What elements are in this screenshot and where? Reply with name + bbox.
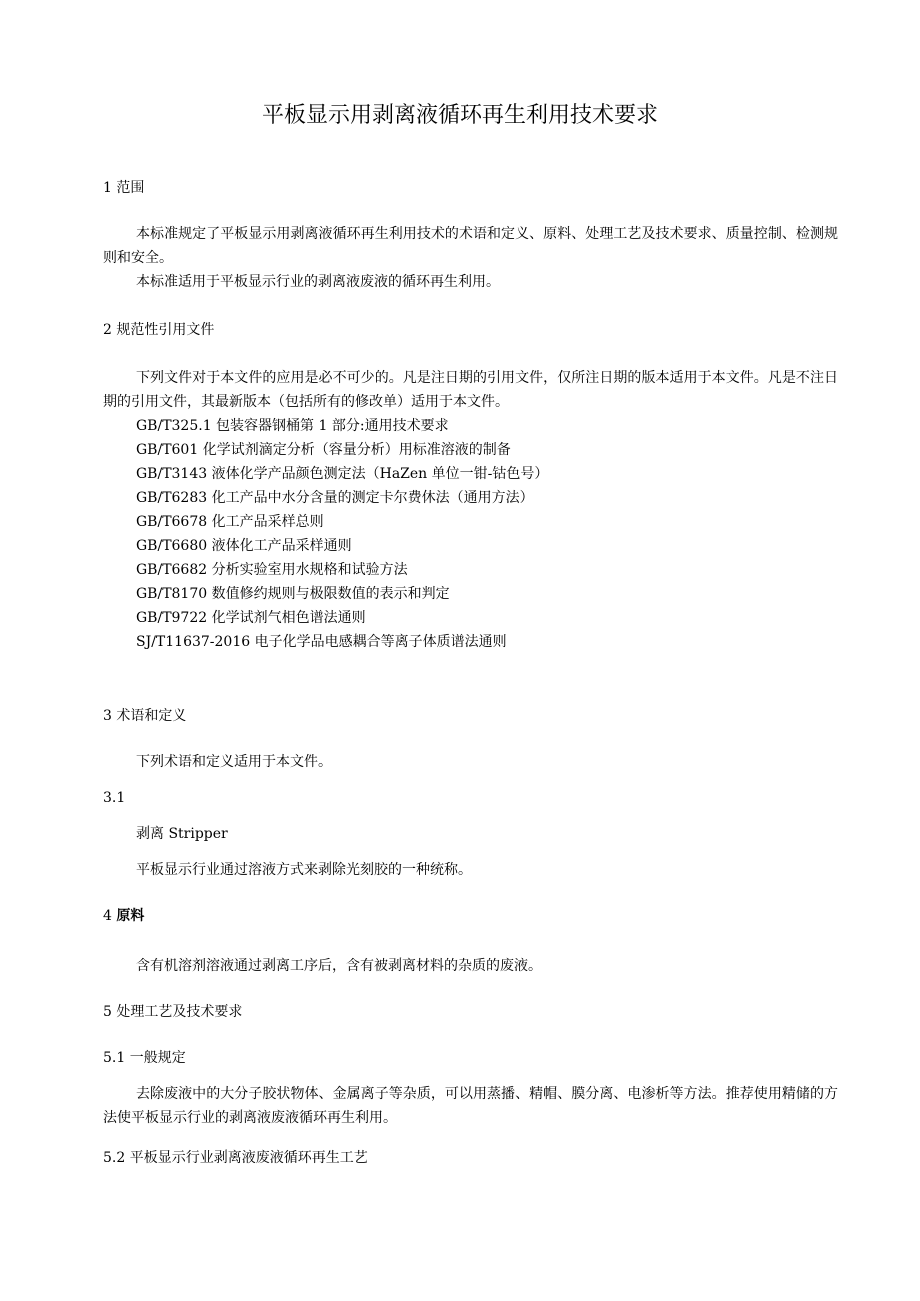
section-3-heading [103,706,186,726]
section-title: 处理工艺及技术要求 [116,1004,243,1020]
section-3-paragraph-1: 下列术语和定义适用于本文件。 [136,754,332,770]
section-4-paragraph-1: 含有机溶剂溶液通过剥离工序后，含有被剥离材料的杂质的废液。 [136,958,542,974]
section-2-paragraph-1: 下列文件对于本文件的应用是必不可少的。凡是注日期的引用文件，仅所注日期的版本适用于本文件。凡是不注日期的引用文件，其最新版本（包括所有的修改单）适用于本文件。 [103,370,838,410]
reference-item: GB/T6678 化工产品采样总则 [136,514,324,530]
section-title: 原料 [116,908,145,924]
reference-item: GB/T601 化学试剂滴定分析（容量分析）用标准溶液的制备 [136,442,511,458]
section-number: 5 [103,1004,112,1020]
section-title: 范围 [116,180,145,196]
section-1-heading [103,178,144,198]
reference-item: GB/T6283 化工产品中水分含量的测定卡尔费休法（通用方法） [136,490,534,506]
reference-item: SJ/T11637-2016 电子化学品电感耦合等离子体质谱法通则 [136,634,507,650]
section-number: 3 [103,708,112,724]
reference-item: GB/T8170 数值修约规则与极限数值的表示和判定 [136,586,450,602]
term-title: 剥离 Stripper [136,826,228,842]
section-title: 术语和定义 [116,708,187,724]
section-5-1-paragraph: 去除废液中的大分子胶状物体、金属离子等杂质，可以用蒸播、精帽、膜分离、电渗析等方法。推荐使用精储的方法使平板显示行业的剥离液废液循环再生利用。 [103,1086,838,1126]
section-number: 2 [103,322,112,338]
section-5-heading [103,1002,242,1022]
term-definition: 平板显示行业通过溶液方式来剥除光刻胶的一种统称。 [136,862,472,878]
subsection-3-1-number: 3.1 [103,790,126,806]
subsection-5-2-heading: 5.2 平板显示行业剥离液废液循环再生工艺 [103,1150,368,1166]
section-number: 4 [103,908,112,924]
section-2-heading [103,320,214,340]
reference-item: GB/T3143 液体化学产品颜色测定法（HaZen 单位一钳-钴色号） [136,466,549,482]
subsection-5-1-heading: 5.1 一般规定 [103,1050,186,1066]
reference-item: GB/T325.1 包装容器钢桶第 1 部分:通用技术要求 [136,418,449,434]
section-1-paragraph-2: 本标准适用于平板显示行业的剥离液废液的循环再生利用。 [136,274,500,290]
section-number: 1 [103,180,112,196]
section-title: 规范性引用文件 [116,322,215,338]
reference-item: GB/T9722 化学试剂气相色谱法通则 [136,610,366,626]
reference-item: GB/T6680 液体化工产品采样通则 [136,538,352,554]
reference-item: GB/T6682 分析实验室用水规格和试验方法 [136,562,408,578]
section-4-heading [103,906,144,926]
document-title: 平板显示用剥离液循环再生利用技术要求 [261,103,658,128]
section-1-paragraph-1: 本标准规定了平板显示用剥离液循环再生利用技术的术语和定义、原料、处理工艺及技术要求、质量控制、检测规则和安全。 [103,226,838,266]
